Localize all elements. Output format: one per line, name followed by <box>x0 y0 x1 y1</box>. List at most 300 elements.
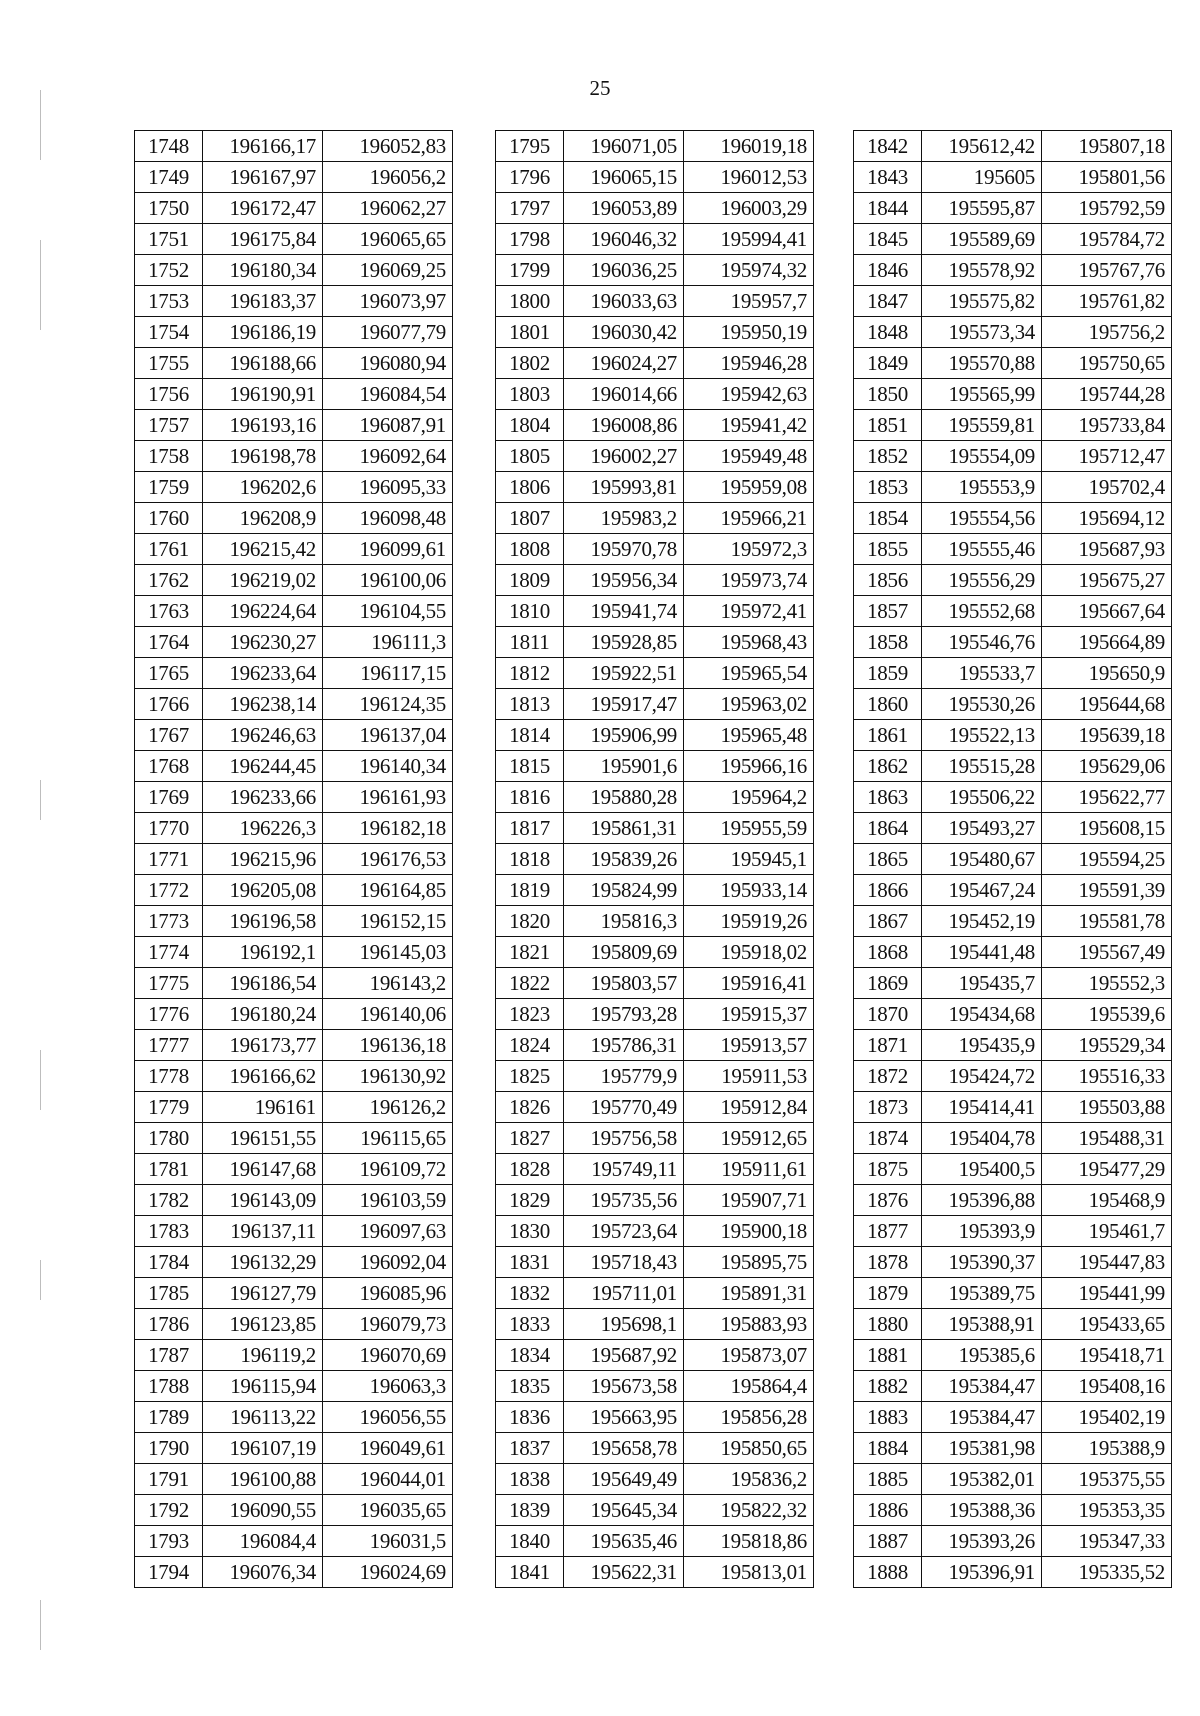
x-coordinate-cell: 196244,45 <box>203 751 323 782</box>
y-coordinate-cell: 195664,89 <box>1042 627 1172 658</box>
point-number-cell: 1800 <box>496 286 564 317</box>
y-coordinate-cell: 195919,26 <box>684 906 814 937</box>
x-coordinate-cell: 195595,87 <box>922 193 1042 224</box>
x-coordinate-cell: 195839,26 <box>564 844 684 875</box>
y-coordinate-cell: 196024,69 <box>323 1557 453 1588</box>
table-row <box>135 1061 453 1092</box>
point-number-cell: 1861 <box>854 720 922 751</box>
x-coordinate-cell: 195673,58 <box>564 1371 684 1402</box>
y-coordinate-cell: 195822,32 <box>684 1495 814 1526</box>
point-number-cell: 1783 <box>135 1216 203 1247</box>
table-row <box>496 565 814 596</box>
point-number-cell: 1850 <box>854 379 922 410</box>
point-number-cell: 1757 <box>135 410 203 441</box>
table-row <box>854 1526 1172 1557</box>
table-row <box>135 565 453 596</box>
y-coordinate-cell: 196069,25 <box>323 255 453 286</box>
x-coordinate-cell: 196166,17 <box>203 131 323 162</box>
y-coordinate-cell: 195941,42 <box>684 410 814 441</box>
y-coordinate-cell: 196079,73 <box>323 1309 453 1340</box>
x-coordinate-cell: 195917,47 <box>564 689 684 720</box>
x-coordinate-cell: 196119,2 <box>203 1340 323 1371</box>
x-coordinate-cell: 195622,31 <box>564 1557 684 1588</box>
y-coordinate-cell: 195594,25 <box>1042 844 1172 875</box>
point-number-cell: 1877 <box>854 1216 922 1247</box>
y-coordinate-cell: 195850,65 <box>684 1433 814 1464</box>
point-number-cell: 1883 <box>854 1402 922 1433</box>
table-row <box>854 1557 1172 1588</box>
point-number-cell: 1811 <box>496 627 564 658</box>
x-coordinate-cell: 196137,11 <box>203 1216 323 1247</box>
table-row <box>854 1216 1172 1247</box>
y-coordinate-cell: 195907,71 <box>684 1185 814 1216</box>
y-coordinate-cell: 195418,71 <box>1042 1340 1172 1371</box>
point-number-cell: 1870 <box>854 999 922 1030</box>
x-coordinate-cell: 195553,9 <box>922 472 1042 503</box>
y-coordinate-cell: 195918,02 <box>684 937 814 968</box>
x-coordinate-cell: 196008,86 <box>564 410 684 441</box>
y-coordinate-cell: 196052,83 <box>323 131 453 162</box>
y-coordinate-cell: 196056,55 <box>323 1402 453 1433</box>
point-number-cell: 1887 <box>854 1526 922 1557</box>
table-row <box>496 1526 814 1557</box>
point-number-cell: 1771 <box>135 844 203 875</box>
table-row <box>854 844 1172 875</box>
x-coordinate-cell: 195578,92 <box>922 255 1042 286</box>
table-row <box>854 751 1172 782</box>
x-coordinate-cell: 196161 <box>203 1092 323 1123</box>
x-coordinate-cell: 195382,01 <box>922 1464 1042 1495</box>
y-coordinate-cell: 195900,18 <box>684 1216 814 1247</box>
point-number-cell: 1778 <box>135 1061 203 1092</box>
point-number-cell: 1846 <box>854 255 922 286</box>
x-coordinate-cell: 195575,82 <box>922 286 1042 317</box>
point-number-cell: 1854 <box>854 503 922 534</box>
table-row <box>496 1371 814 1402</box>
point-number-cell: 1862 <box>854 751 922 782</box>
point-number-cell: 1795 <box>496 131 564 162</box>
y-coordinate-cell: 195629,06 <box>1042 751 1172 782</box>
point-number-cell: 1880 <box>854 1309 922 1340</box>
x-coordinate-cell: 195424,72 <box>922 1061 1042 1092</box>
x-coordinate-cell: 196167,97 <box>203 162 323 193</box>
point-number-cell: 1834 <box>496 1340 564 1371</box>
x-coordinate-cell: 196014,66 <box>564 379 684 410</box>
y-coordinate-cell: 196115,65 <box>323 1123 453 1154</box>
y-coordinate-cell: 195441,99 <box>1042 1278 1172 1309</box>
table-row <box>496 751 814 782</box>
x-coordinate-cell: 196084,4 <box>203 1526 323 1557</box>
y-coordinate-cell: 196092,64 <box>323 441 453 472</box>
y-coordinate-cell: 196176,53 <box>323 844 453 875</box>
point-number-cell: 1786 <box>135 1309 203 1340</box>
x-coordinate-cell: 195390,37 <box>922 1247 1042 1278</box>
y-coordinate-cell: 195912,65 <box>684 1123 814 1154</box>
y-coordinate-cell: 195972,41 <box>684 596 814 627</box>
point-number-cell: 1845 <box>854 224 922 255</box>
table-row <box>854 286 1172 317</box>
point-number-cell: 1874 <box>854 1123 922 1154</box>
y-coordinate-cell: 196062,27 <box>323 193 453 224</box>
table-row <box>135 472 453 503</box>
point-number-cell: 1827 <box>496 1123 564 1154</box>
x-coordinate-cell: 195573,34 <box>922 317 1042 348</box>
table-row <box>854 1340 1172 1371</box>
table-row <box>135 1526 453 1557</box>
table-row <box>496 162 814 193</box>
y-coordinate-cell: 196136,18 <box>323 1030 453 1061</box>
point-number-cell: 1789 <box>135 1402 203 1433</box>
table-row <box>854 1154 1172 1185</box>
table-row <box>135 689 453 720</box>
y-coordinate-cell: 195687,93 <box>1042 534 1172 565</box>
table-row <box>135 875 453 906</box>
point-number-cell: 1842 <box>854 131 922 162</box>
point-number-cell: 1758 <box>135 441 203 472</box>
table-row <box>135 1340 453 1371</box>
point-number-cell: 1797 <box>496 193 564 224</box>
y-coordinate-cell: 195761,82 <box>1042 286 1172 317</box>
point-number-cell: 1754 <box>135 317 203 348</box>
y-coordinate-cell: 196035,65 <box>323 1495 453 1526</box>
table-row <box>496 224 814 255</box>
point-number-cell: 1763 <box>135 596 203 627</box>
x-coordinate-cell: 195922,51 <box>564 658 684 689</box>
table-row <box>854 813 1172 844</box>
table-row <box>496 441 814 472</box>
point-number-cell: 1858 <box>854 627 922 658</box>
table-row <box>496 410 814 441</box>
table-row <box>496 658 814 689</box>
point-number-cell: 1785 <box>135 1278 203 1309</box>
y-coordinate-cell: 196099,61 <box>323 534 453 565</box>
y-coordinate-cell: 195883,93 <box>684 1309 814 1340</box>
y-coordinate-cell: 195347,33 <box>1042 1526 1172 1557</box>
y-coordinate-cell: 196012,53 <box>684 162 814 193</box>
scan-margin-mark <box>40 1600 41 1650</box>
point-number-cell: 1796 <box>496 162 564 193</box>
x-coordinate-cell: 195649,49 <box>564 1464 684 1495</box>
y-coordinate-cell: 195529,34 <box>1042 1030 1172 1061</box>
y-coordinate-cell: 196065,65 <box>323 224 453 255</box>
y-coordinate-cell: 196161,93 <box>323 782 453 813</box>
point-number-cell: 1767 <box>135 720 203 751</box>
point-number-cell: 1844 <box>854 193 922 224</box>
table-row <box>496 1061 814 1092</box>
table-row <box>854 1495 1172 1526</box>
point-number-cell: 1810 <box>496 596 564 627</box>
table-row <box>854 534 1172 565</box>
x-coordinate-cell: 195533,7 <box>922 658 1042 689</box>
point-number-cell: 1873 <box>854 1092 922 1123</box>
point-number-cell: 1776 <box>135 999 203 1030</box>
point-number-cell: 1885 <box>854 1464 922 1495</box>
point-number-cell: 1792 <box>135 1495 203 1526</box>
table-row <box>135 844 453 875</box>
table-row <box>496 782 814 813</box>
table-row <box>496 999 814 1030</box>
x-coordinate-cell: 195941,74 <box>564 596 684 627</box>
point-number-cell: 1817 <box>496 813 564 844</box>
coordinates-table-1 <box>134 130 453 1588</box>
y-coordinate-cell: 195856,28 <box>684 1402 814 1433</box>
table-row <box>135 1495 453 1526</box>
point-number-cell: 1828 <box>496 1154 564 1185</box>
y-coordinate-cell: 195873,07 <box>684 1340 814 1371</box>
x-coordinate-cell: 196205,08 <box>203 875 323 906</box>
table-row <box>135 1185 453 1216</box>
x-coordinate-cell: 196193,16 <box>203 410 323 441</box>
y-coordinate-cell: 195581,78 <box>1042 906 1172 937</box>
table-row <box>135 1092 453 1123</box>
x-coordinate-cell: 195711,01 <box>564 1278 684 1309</box>
x-coordinate-cell: 196147,68 <box>203 1154 323 1185</box>
x-coordinate-cell: 196230,27 <box>203 627 323 658</box>
x-coordinate-cell: 195493,27 <box>922 813 1042 844</box>
x-coordinate-cell: 195735,56 <box>564 1185 684 1216</box>
point-number-cell: 1809 <box>496 565 564 596</box>
y-coordinate-cell: 196031,5 <box>323 1526 453 1557</box>
y-coordinate-cell: 195933,14 <box>684 875 814 906</box>
table-body <box>854 131 1172 1588</box>
x-coordinate-cell: 196173,77 <box>203 1030 323 1061</box>
x-coordinate-cell: 196107,19 <box>203 1433 323 1464</box>
y-coordinate-cell: 195402,19 <box>1042 1402 1172 1433</box>
table-row <box>854 441 1172 472</box>
point-number-cell: 1886 <box>854 1495 922 1526</box>
y-coordinate-cell: 196095,33 <box>323 472 453 503</box>
x-coordinate-cell: 196127,79 <box>203 1278 323 1309</box>
y-coordinate-cell: 195792,59 <box>1042 193 1172 224</box>
x-coordinate-cell: 196151,55 <box>203 1123 323 1154</box>
table-row <box>496 1092 814 1123</box>
table-row <box>496 255 814 286</box>
y-coordinate-cell: 195913,57 <box>684 1030 814 1061</box>
scan-margin-mark <box>40 240 41 330</box>
y-coordinate-cell: 196117,15 <box>323 658 453 689</box>
x-coordinate-cell: 196190,91 <box>203 379 323 410</box>
table-row <box>496 937 814 968</box>
x-coordinate-cell: 196196,58 <box>203 906 323 937</box>
y-coordinate-cell: 196140,34 <box>323 751 453 782</box>
x-coordinate-cell: 195793,28 <box>564 999 684 1030</box>
table-row <box>135 1371 453 1402</box>
x-coordinate-cell: 195452,19 <box>922 906 1042 937</box>
x-coordinate-cell: 195565,99 <box>922 379 1042 410</box>
y-coordinate-cell: 195375,55 <box>1042 1464 1172 1495</box>
x-coordinate-cell: 196071,05 <box>564 131 684 162</box>
y-coordinate-cell: 195622,77 <box>1042 782 1172 813</box>
table-row <box>135 1402 453 1433</box>
y-coordinate-cell: 196098,48 <box>323 503 453 534</box>
y-coordinate-cell: 195911,53 <box>684 1061 814 1092</box>
y-coordinate-cell: 195955,59 <box>684 813 814 844</box>
y-coordinate-cell: 196070,69 <box>323 1340 453 1371</box>
table-row <box>496 131 814 162</box>
table-row <box>135 131 453 162</box>
y-coordinate-cell: 195591,39 <box>1042 875 1172 906</box>
x-coordinate-cell: 196192,1 <box>203 937 323 968</box>
point-number-cell: 1761 <box>135 534 203 565</box>
x-coordinate-cell: 196202,6 <box>203 472 323 503</box>
x-coordinate-cell: 196186,54 <box>203 968 323 999</box>
table-row <box>135 379 453 410</box>
point-number-cell: 1832 <box>496 1278 564 1309</box>
point-number-cell: 1865 <box>854 844 922 875</box>
y-coordinate-cell: 195912,84 <box>684 1092 814 1123</box>
point-number-cell: 1805 <box>496 441 564 472</box>
x-coordinate-cell: 195435,7 <box>922 968 1042 999</box>
table-row <box>135 503 453 534</box>
y-coordinate-cell: 195994,41 <box>684 224 814 255</box>
table-row <box>135 720 453 751</box>
point-number-cell: 1820 <box>496 906 564 937</box>
x-coordinate-cell: 195546,76 <box>922 627 1042 658</box>
y-coordinate-cell: 196137,04 <box>323 720 453 751</box>
y-coordinate-cell: 195864,4 <box>684 1371 814 1402</box>
y-coordinate-cell: 196084,54 <box>323 379 453 410</box>
y-coordinate-cell: 195675,27 <box>1042 565 1172 596</box>
x-coordinate-cell: 196175,84 <box>203 224 323 255</box>
x-coordinate-cell: 196172,47 <box>203 193 323 224</box>
point-number-cell: 1838 <box>496 1464 564 1495</box>
table-row <box>496 1154 814 1185</box>
point-number-cell: 1773 <box>135 906 203 937</box>
x-coordinate-cell: 196246,63 <box>203 720 323 751</box>
point-number-cell: 1863 <box>854 782 922 813</box>
x-coordinate-cell: 195400,5 <box>922 1154 1042 1185</box>
table-row <box>496 844 814 875</box>
x-coordinate-cell: 195467,24 <box>922 875 1042 906</box>
x-coordinate-cell: 195993,81 <box>564 472 684 503</box>
table-row <box>496 1309 814 1340</box>
x-coordinate-cell: 195928,85 <box>564 627 684 658</box>
table-row <box>496 1340 814 1371</box>
table-row <box>496 1495 814 1526</box>
y-coordinate-cell: 196104,55 <box>323 596 453 627</box>
point-number-cell: 1869 <box>854 968 922 999</box>
point-number-cell: 1812 <box>496 658 564 689</box>
x-coordinate-cell: 196215,96 <box>203 844 323 875</box>
table-row <box>135 162 453 193</box>
x-coordinate-cell: 195388,36 <box>922 1495 1042 1526</box>
point-number-cell: 1781 <box>135 1154 203 1185</box>
x-coordinate-cell: 195393,26 <box>922 1526 1042 1557</box>
point-number-cell: 1878 <box>854 1247 922 1278</box>
y-coordinate-cell: 196152,15 <box>323 906 453 937</box>
y-coordinate-cell: 196143,2 <box>323 968 453 999</box>
x-coordinate-cell: 195612,42 <box>922 131 1042 162</box>
table-row <box>854 720 1172 751</box>
x-coordinate-cell: 196180,24 <box>203 999 323 1030</box>
x-coordinate-cell: 196065,15 <box>564 162 684 193</box>
table-row <box>496 1030 814 1061</box>
point-number-cell: 1764 <box>135 627 203 658</box>
point-number-cell: 1853 <box>854 472 922 503</box>
point-number-cell: 1787 <box>135 1340 203 1371</box>
table-row <box>496 1557 814 1588</box>
x-coordinate-cell: 195385,6 <box>922 1340 1042 1371</box>
y-coordinate-cell: 195972,3 <box>684 534 814 565</box>
y-coordinate-cell: 195963,02 <box>684 689 814 720</box>
x-coordinate-cell: 195770,49 <box>564 1092 684 1123</box>
point-number-cell: 1881 <box>854 1340 922 1371</box>
point-number-cell: 1759 <box>135 472 203 503</box>
table-row <box>135 1030 453 1061</box>
y-coordinate-cell: 195813,01 <box>684 1557 814 1588</box>
y-coordinate-cell: 196111,3 <box>323 627 453 658</box>
point-number-cell: 1847 <box>854 286 922 317</box>
table-row <box>496 627 814 658</box>
y-coordinate-cell: 195911,61 <box>684 1154 814 1185</box>
x-coordinate-cell: 195480,67 <box>922 844 1042 875</box>
coordinates-table-3 <box>853 130 1172 1588</box>
x-coordinate-cell: 195970,78 <box>564 534 684 565</box>
table-row <box>135 193 453 224</box>
y-coordinate-cell: 195949,48 <box>684 441 814 472</box>
y-coordinate-cell: 195784,72 <box>1042 224 1172 255</box>
table-row <box>854 193 1172 224</box>
scan-margin-mark <box>40 780 41 820</box>
point-number-cell: 1839 <box>496 1495 564 1526</box>
point-number-cell: 1807 <box>496 503 564 534</box>
point-number-cell: 1829 <box>496 1185 564 1216</box>
table-row <box>854 906 1172 937</box>
y-coordinate-cell: 196182,18 <box>323 813 453 844</box>
y-coordinate-cell: 195639,18 <box>1042 720 1172 751</box>
point-number-cell: 1826 <box>496 1092 564 1123</box>
y-coordinate-cell: 195477,29 <box>1042 1154 1172 1185</box>
table-row <box>854 937 1172 968</box>
table-row <box>854 472 1172 503</box>
table-row <box>496 1123 814 1154</box>
table-row <box>135 286 453 317</box>
point-number-cell: 1830 <box>496 1216 564 1247</box>
x-coordinate-cell: 195515,28 <box>922 751 1042 782</box>
table-row <box>135 255 453 286</box>
y-coordinate-cell: 196019,18 <box>684 131 814 162</box>
point-number-cell: 1762 <box>135 565 203 596</box>
x-coordinate-cell: 196030,42 <box>564 317 684 348</box>
table-row <box>135 658 453 689</box>
y-coordinate-cell: 195818,86 <box>684 1526 814 1557</box>
y-coordinate-cell: 196087,91 <box>323 410 453 441</box>
table-row <box>135 1216 453 1247</box>
y-coordinate-cell: 195895,75 <box>684 1247 814 1278</box>
point-number-cell: 1852 <box>854 441 922 472</box>
y-coordinate-cell: 196073,97 <box>323 286 453 317</box>
x-coordinate-cell: 195786,31 <box>564 1030 684 1061</box>
point-number-cell: 1788 <box>135 1371 203 1402</box>
x-coordinate-cell: 195803,57 <box>564 968 684 999</box>
table-row <box>135 348 453 379</box>
point-number-cell: 1840 <box>496 1526 564 1557</box>
table-row <box>135 1247 453 1278</box>
x-coordinate-cell: 195393,9 <box>922 1216 1042 1247</box>
table-row <box>496 1247 814 1278</box>
point-number-cell: 1866 <box>854 875 922 906</box>
y-coordinate-cell: 195950,19 <box>684 317 814 348</box>
point-number-cell: 1856 <box>854 565 922 596</box>
point-number-cell: 1851 <box>854 410 922 441</box>
y-coordinate-cell: 195946,28 <box>684 348 814 379</box>
point-number-cell: 1784 <box>135 1247 203 1278</box>
y-coordinate-cell: 195973,74 <box>684 565 814 596</box>
table-row <box>496 875 814 906</box>
table-row <box>496 472 814 503</box>
x-coordinate-cell: 196046,32 <box>564 224 684 255</box>
y-coordinate-cell: 195767,76 <box>1042 255 1172 286</box>
